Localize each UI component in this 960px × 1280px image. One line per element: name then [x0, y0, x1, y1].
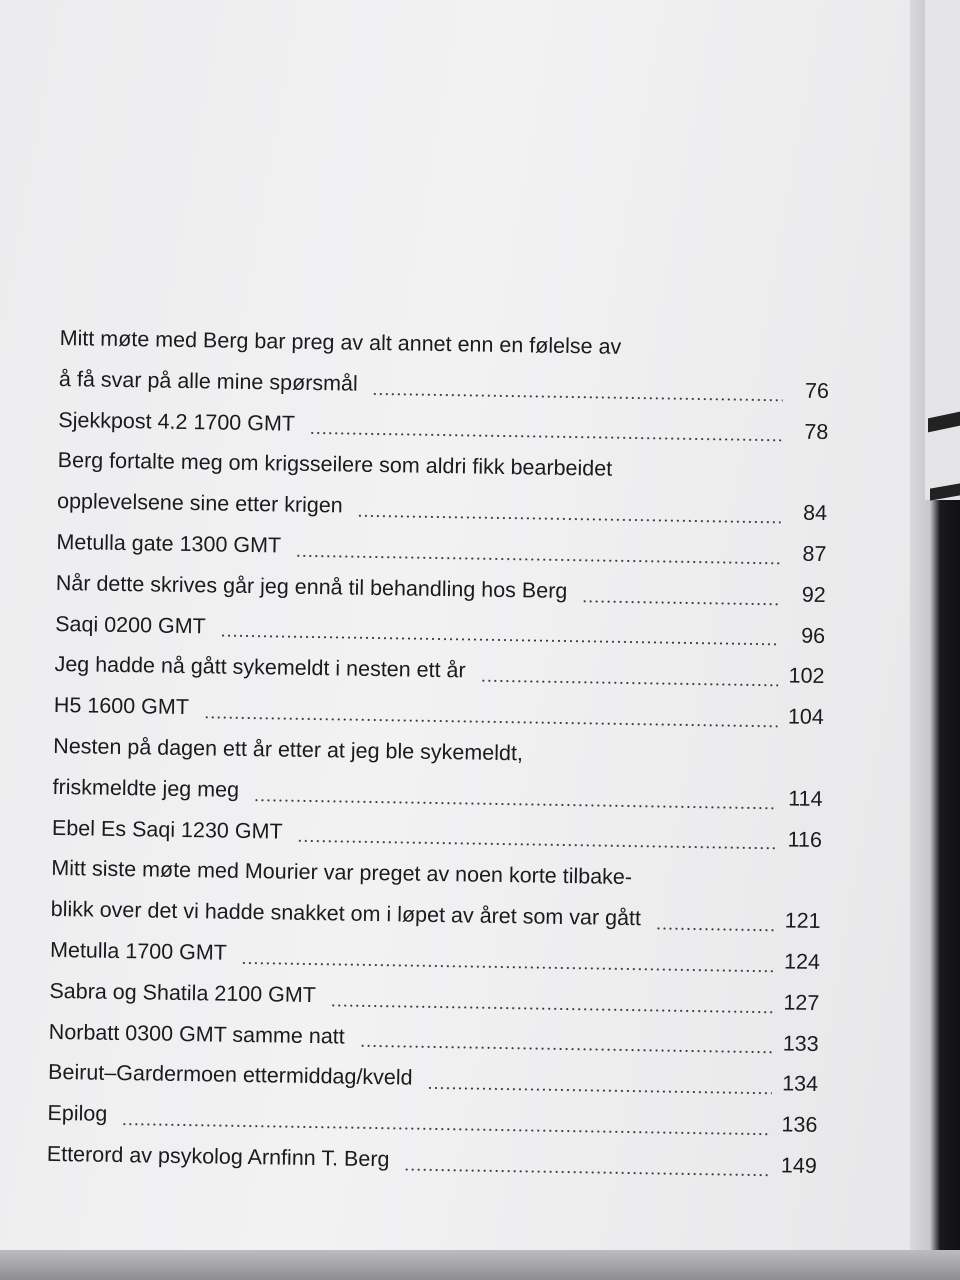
toc-entry-title: Saqi 0200 GMT	[55, 611, 206, 638]
toc-page-number: 104	[787, 704, 825, 730]
toc-entry-title: å få svar på alle mine spørsmål	[58, 366, 358, 396]
toc-entry-title: Jeg hadde nå gått sykemeldt i nesten ett år	[54, 652, 466, 683]
toc-page-number: 114	[788, 786, 823, 811]
toc-entry-title: Etterord av psykolog Arnfinn T. Berg	[46, 1141, 390, 1172]
toc-entry-title: Sjekkpost 4.2 1700 GMT	[58, 407, 296, 436]
toc-entry-title: Norbatt 0300 GMT samme natt	[48, 1019, 345, 1049]
toc-page-number: 96	[800, 623, 826, 648]
show-through-text	[58, 120, 838, 228]
toc-page-number: 124	[783, 949, 821, 974]
toc-entry-title: Når dette skrives går jeg ennå til behandling hos Berg	[55, 570, 568, 603]
toc-entry-title: Mitt siste møte med Mourier var preget av noen korte tilbake-	[51, 856, 633, 890]
toc-entry-title: H5 1600 GMT	[53, 693, 190, 720]
toc-entry-title: opplevelsene sine etter krigen	[56, 489, 343, 518]
toc-entry-title: Mitt møte med Berg bar preg av alt annet enn en følelse av	[59, 325, 622, 359]
toc-page-number: 133	[782, 1030, 819, 1056]
toc-entry-title: Beirut–Gardermoen ettermiddag/kveld	[47, 1060, 413, 1090]
toc-page-number: 102	[788, 663, 825, 689]
toc-entry-title: Nesten på dagen ett år etter at jeg ble sykemeldt,	[53, 733, 524, 766]
toc-entry-title: friskmeldte jeg meg	[52, 774, 240, 802]
toc-entry-title: Metulla 1700 GMT	[49, 937, 228, 965]
toc-page-number: 92	[801, 582, 826, 607]
toc-page-number: 84	[802, 500, 828, 526]
toc-entry-title: Berg fortalte meg om krigsseilere som aldri fikk bearbeidet	[57, 448, 613, 482]
toc-entry-title: Epilog	[47, 1101, 108, 1126]
toc-page-number: 149	[780, 1153, 817, 1178]
toc-page-number: 76	[804, 378, 830, 403]
table-surface	[0, 1250, 960, 1280]
next-page-edge	[910, 0, 960, 1280]
toc-entry-title: Ebel Es Saqi 1230 GMT	[51, 815, 283, 844]
toc-page-number: 116	[787, 827, 823, 852]
toc-entry-title: blikk over det vi hadde snakket om i løpet av året som var gått	[50, 897, 642, 931]
toc-entry-title: Sabra og Shatila 2100 GMT	[49, 978, 317, 1007]
toc-page-number: 87	[802, 541, 827, 567]
toc-page-number: 136	[781, 1112, 818, 1138]
toc-page-number: 134	[781, 1071, 819, 1097]
toc-page-number: 121	[784, 908, 821, 934]
toc-page-number: 78	[804, 419, 829, 444]
toc-page-number: 127	[783, 990, 820, 1015]
toc-entry-title: Metulla gate 1300 GMT	[56, 529, 282, 558]
table-of-contents	[47, 318, 830, 1187]
